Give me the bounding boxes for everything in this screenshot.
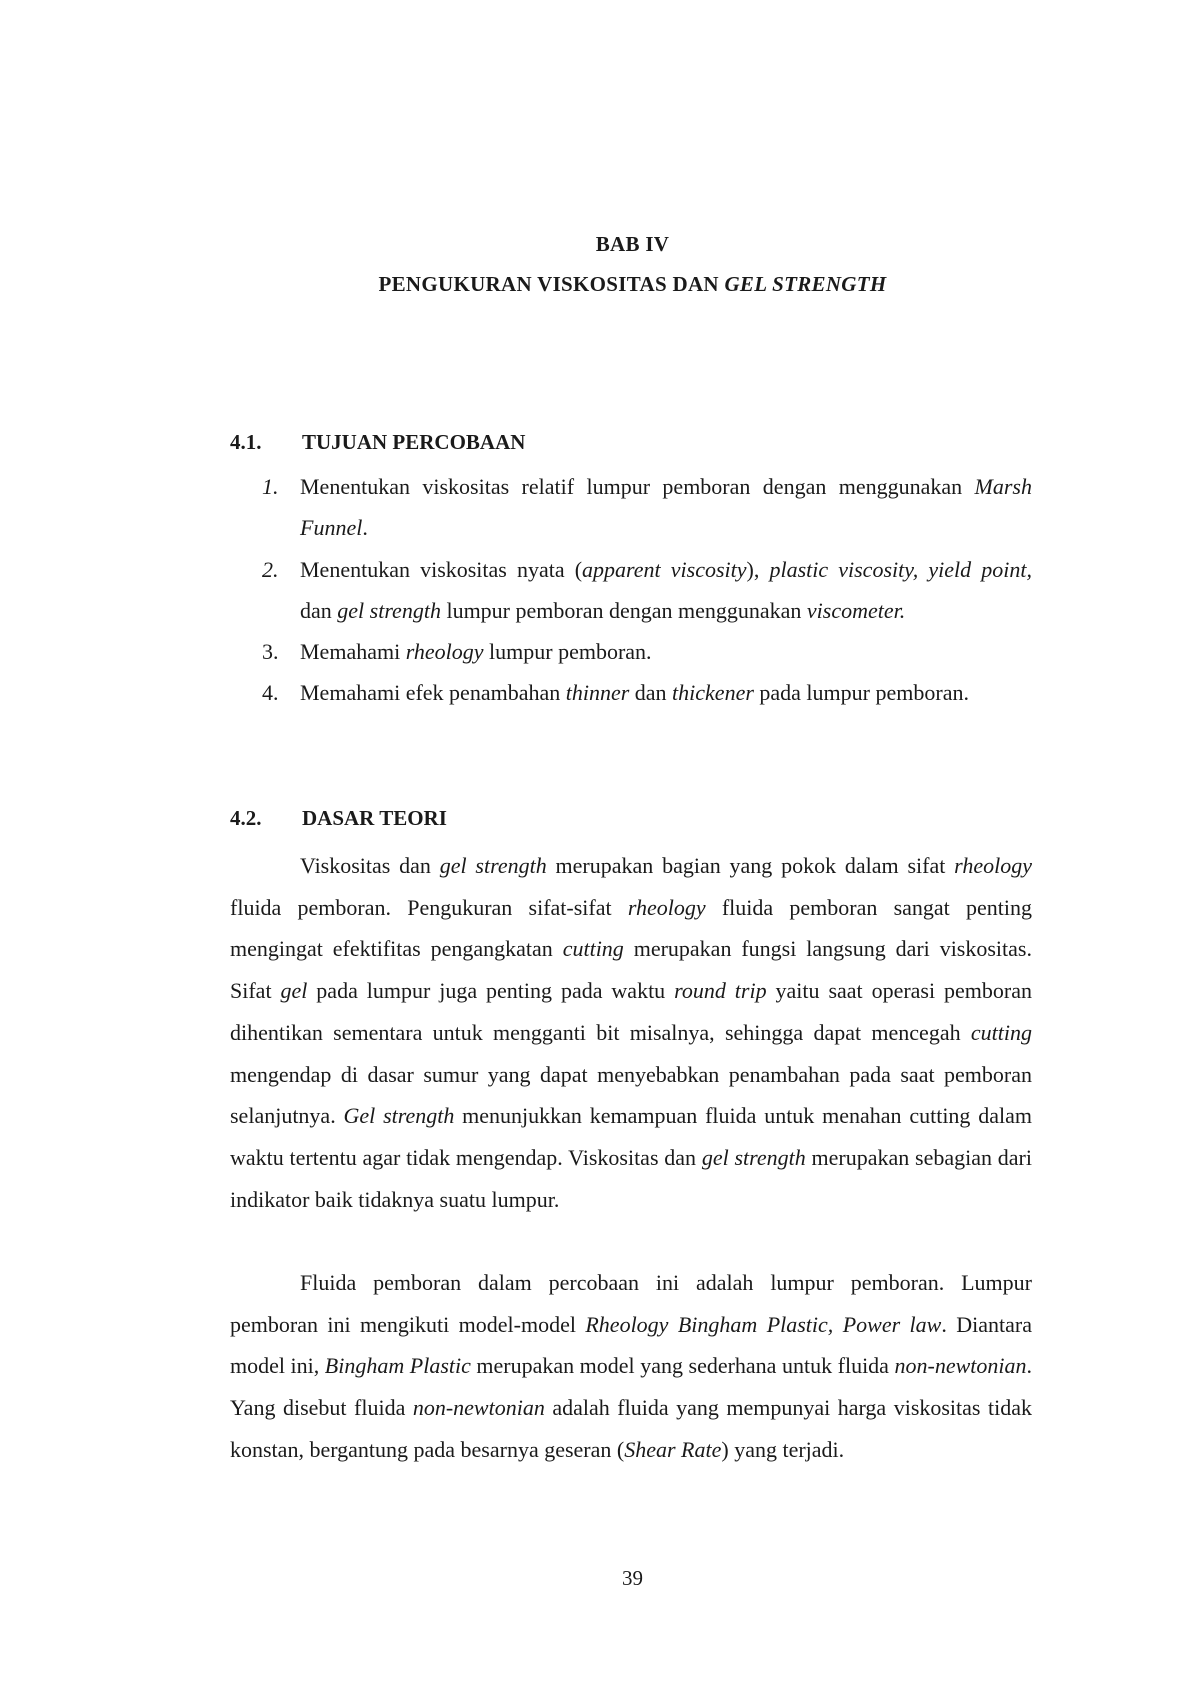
paragraph-text: merupakan model yang sederhana untuk fluida xyxy=(470,1353,895,1379)
list-marker: 3. xyxy=(262,639,279,665)
paragraph-text: adalah fluida yang mempunyai harga viskositas tidak konstan, bergantung pada besarnya geseran ( xyxy=(230,1395,1032,1462)
list-text: ), xyxy=(746,556,770,582)
list-text: pada lumpur pemboran. xyxy=(753,680,969,706)
paragraph-text: merupakan bagian yang pokok dalam sifat xyxy=(546,853,955,878)
section-number: 4.2. xyxy=(230,806,262,830)
list-item xyxy=(262,549,1032,632)
list-text-italic: apparent viscosity xyxy=(582,556,747,582)
list-text: Memahami efek penambahan xyxy=(300,680,566,706)
theory-paragraph-2 xyxy=(230,1262,1032,1471)
paragraph-text: merupakan sebagian dari indikator baik tidaknya suatu lumpur. xyxy=(230,1144,1032,1212)
section-heading-tujuan xyxy=(230,430,1030,455)
paragraph-text-italic: non-newtonian xyxy=(894,1353,1027,1379)
paragraph-text-italic: Shear Rate xyxy=(624,1436,722,1462)
list-text: Menentukan viskositas relatif lumpur pemboran dengan menggunakan xyxy=(300,474,975,499)
section-title: TUJUAN PERCOBAAN xyxy=(302,430,526,454)
list-item xyxy=(262,672,1032,713)
paragraph-text: mengendap di dasar sumur yang dapat menyebabkan penambahan pada saat pemboran selanjutnya. xyxy=(230,1061,1032,1129)
paragraph-text-italic: gel xyxy=(280,978,308,1004)
paragraph-text-italic: round trip xyxy=(674,978,767,1004)
paragraph-text-italic: cutting xyxy=(970,1019,1032,1045)
list-text-italic: viscometer. xyxy=(806,597,906,623)
list-text: lumpur pemboran dengan menggunakan xyxy=(440,597,807,623)
list-text: Menentukan viskositas nyata ( xyxy=(300,556,583,582)
paragraph-text-italic: cutting xyxy=(562,936,624,962)
paragraph-text-italic: gel strength xyxy=(701,1144,806,1170)
section-number: 4.1. xyxy=(230,430,262,454)
list-marker: 2. xyxy=(262,556,279,582)
list-item xyxy=(262,631,1032,672)
paragraph-text-italic: gel strength xyxy=(439,853,547,878)
paragraph-text: pada lumpur juga penting pada waktu xyxy=(307,978,675,1004)
list-text: Memahami xyxy=(300,639,406,665)
paragraph-text-italic: Gel strength xyxy=(343,1103,455,1129)
paragraph-text: . Yang disebut fluida xyxy=(230,1353,1032,1421)
paragraph-text: Fluida pemboran dalam percobaan ini adalah lumpur pemboran. Lumpur pemboran ini mengikuti model-model xyxy=(230,1270,1032,1337)
paragraph-text: . Diantara model ini, xyxy=(230,1311,1032,1379)
chapter-subtitle-italic: GEL STRENGTH xyxy=(724,272,887,296)
paragraph-text-italic: rheology xyxy=(954,853,1032,878)
objectives-list xyxy=(262,466,1032,714)
paragraph-text: fluida pemboran. Pengukuran sifat-sifat xyxy=(230,894,628,920)
paragraph-text: ) yang terjadi. xyxy=(721,1436,845,1462)
list-text-italic: thickener xyxy=(672,680,754,706)
list-text: dan xyxy=(629,680,673,706)
theory-paragraph-1 xyxy=(230,845,1032,1220)
paragraph-text: merupakan fungsi langsung dari viskositas. Sifat xyxy=(230,936,1032,1004)
list-text-italic: thinner xyxy=(565,680,630,706)
list-text-italic: gel strength xyxy=(337,597,441,623)
chapter-title: BAB IV xyxy=(595,232,670,256)
paragraph-text: fluida pemboran sangat penting mengingat efektifitas pengangkatan xyxy=(230,894,1032,962)
list-text: lumpur pemboran. xyxy=(483,639,652,665)
paragraph-text-italic: Rheology Bingham Plastic, Power law xyxy=(585,1311,942,1337)
chapter-subtitle-text: PENGUKURAN VISKOSITAS DAN xyxy=(378,272,725,296)
list-text-italic: rheology xyxy=(405,639,484,665)
list-text-italic: Marsh Funnel xyxy=(300,474,1032,541)
paragraph-text: yaitu saat operasi pemboran dihentikan sementara untuk mengganti bit misalnya, sehingga dapat mencegah xyxy=(230,978,1032,1045)
section-heading-dasar-teori xyxy=(230,806,1030,831)
list-text: dan xyxy=(300,597,338,623)
paragraph-text-italic: Bingham Plastic xyxy=(324,1353,471,1379)
paragraph-text: Viskositas dan xyxy=(300,853,440,878)
page-number: 39 xyxy=(622,1566,643,1590)
list-marker: 4. xyxy=(262,680,279,706)
list-marker: 1. xyxy=(262,474,279,499)
section-title: DASAR TEORI xyxy=(302,806,447,830)
list-item xyxy=(262,466,1032,549)
list-text: . xyxy=(362,515,368,541)
paragraph-text-italic: non-newtonian xyxy=(412,1395,545,1421)
list-text-italic: plastic viscosity, yield point, xyxy=(769,556,1032,582)
chapter-subtitle xyxy=(0,272,1200,297)
paragraph-text: menunjukkan kemampuan fluida untuk menahan cutting dalam waktu tertentu agar tidak mengendap. Viskositas dan xyxy=(230,1103,1032,1170)
paragraph-text-italic: rheology xyxy=(627,894,706,920)
